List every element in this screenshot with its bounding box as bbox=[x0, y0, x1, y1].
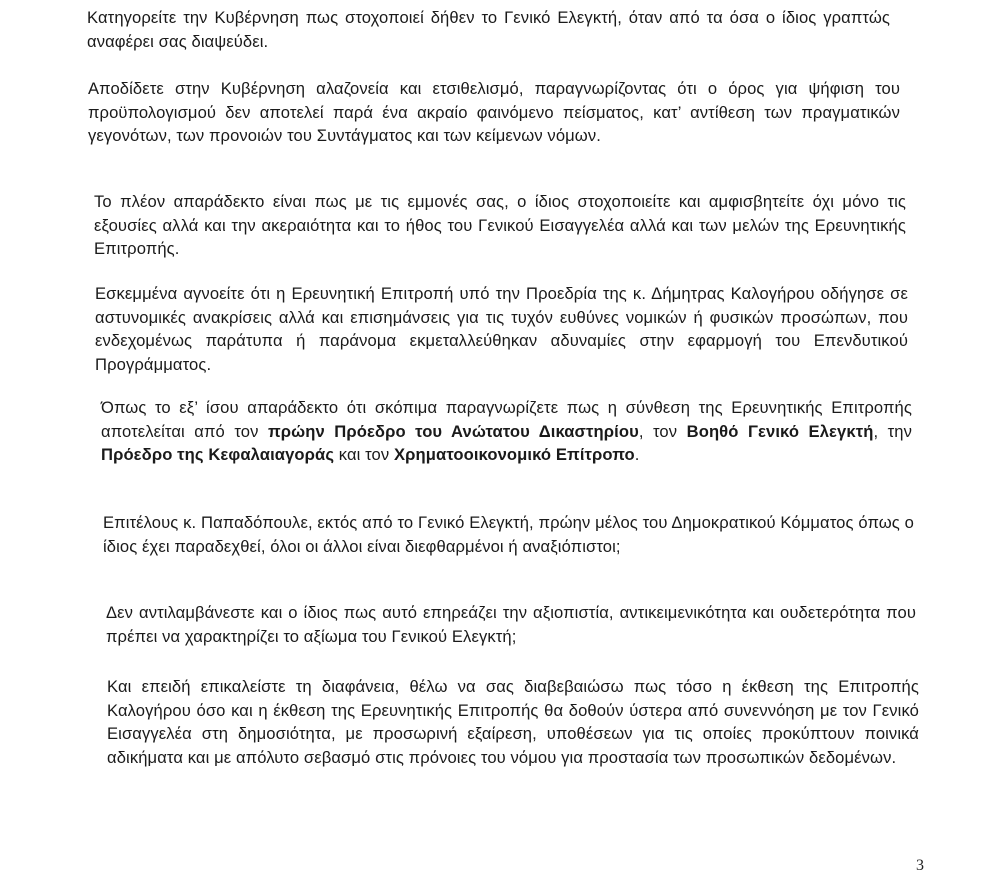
text-run: Δεν αντιλαμβάνεστε και ο ίδιος πως αυτό επηρεάζει την αξιοπιστία, αντικειμενικότητα και ουδετερότητα που πρέπει να χαρακτηρίζει το αξίωμα του Γενικού Ελεγκτή; bbox=[106, 603, 916, 646]
text-run: , τον bbox=[638, 421, 687, 441]
paragraph-3 bbox=[94, 190, 906, 261]
paragraph-7 bbox=[106, 601, 916, 648]
paragraph-2 bbox=[88, 77, 900, 148]
page-number: 3 bbox=[916, 857, 924, 874]
text-run: Όπως το εξ’ ίσου απαράδεκτο ότι σκόπιμα παραγνωρίζετε πως η σύνθεση της Ερευνητικής Επιτροπής αποτελείται από τον bbox=[101, 398, 912, 441]
text-run: Και επειδή επικαλείστε τη διαφάνεια, θέλω να σας διαβεβαιώσω πως τόσο η έκθεση της Επιτροπής Καλογήρου όσο και η έκθεση της Ερευνητικής Επιτροπής θα δοθούν ύστερα από συνεννόηση με τον Γενικό Εισαγγελέα στη δημοσιότητα, με προσωρινή εξαίρεση, υποθέσεων για τις οποίες προκύπτουν ποινικά αδικήματα και με απόλυτο σεβασμό στις πρόνοιες του νόμου για προστασία των προσωπικών δεδομένων. bbox=[107, 677, 919, 767]
paragraph-5 bbox=[101, 396, 912, 467]
paragraph-6 bbox=[103, 511, 914, 558]
paragraph-4 bbox=[95, 282, 908, 376]
text-run: Κατηγορείτε την Κυβέρνηση πως στοχοποιεί δήθεν το Γενικό Ελεγκτή, όταν από τα όσα ο ίδιος γραπτώς αναφέρει σας διαψεύδει. bbox=[87, 8, 890, 51]
text-run: , την bbox=[873, 421, 912, 441]
text-run: Αποδίδετε στην Κυβέρνηση αλαζονεία και ετσιθελισμό, παραγνωρίζοντας ότι ο όρος για ψήφιση του προϋπολογισμού δεν αποτελεί παρά ένα ακραίο φαινόμενο πείσματος, κατ’ αντίθεση των πραγματικών γεγονότων, των προνοιών του Συντάγματος και των κείμενων νόμων. bbox=[88, 79, 900, 145]
bold-text-run: Βοηθό Γενικό Ελεγκτή bbox=[686, 421, 874, 441]
paragraph-8 bbox=[107, 675, 919, 769]
bold-text-run: πρώην Πρόεδρο του Ανώτατου Δικαστηρίου bbox=[267, 421, 639, 441]
text-run: . bbox=[634, 445, 640, 464]
text-run: Επιτέλους κ. Παπαδόπουλε, εκτός από το Γενικό Ελεγκτή, πρώην μέλος του Δημοκρατικού Κόμματος όπως ο ίδιος έχει παραδεχθεί, όλοι οι άλλοι είναι διεφθαρμένοι ή αναξιόπιστοι; bbox=[103, 513, 914, 556]
text-run: και τον bbox=[334, 445, 394, 464]
bold-text-run: Χρηματοοικονομικό Επίτροπο bbox=[394, 445, 635, 464]
text-run: Εσκεμμένα αγνοείτε ότι η Ερευνητική Επιτροπή υπό την Προεδρία της κ. Δήμητρας Καλογήρου οδήγησε σε αστυνομικές ανακρίσεις αλλά και επισημάνσεις για τις τυχόν ευθύνες νομικών ή φυσικών προσώπων, που ενδεχομένως παράτυπα ή παράνομα εκμεταλλεύθηκαν αδυναμίες στην εφαρμογή του Επενδυτικού Προγράμματος. bbox=[95, 284, 908, 374]
bold-text-run: Πρόεδρο της Κεφαλαιαγοράς bbox=[101, 445, 335, 464]
text-run: Το πλέον απαράδεκτο είναι πως με τις εμμονές σας, ο ίδιος στοχοποιείτε και αμφισβητείτε όχι μόνο τις εξουσίες αλλά και την ακεραιότητα και το ήθος του Γενικού Εισαγγελέα αλλά και των μελών της Ερευνητικής Επιτροπής. bbox=[94, 192, 906, 258]
paragraph-1 bbox=[87, 6, 890, 53]
